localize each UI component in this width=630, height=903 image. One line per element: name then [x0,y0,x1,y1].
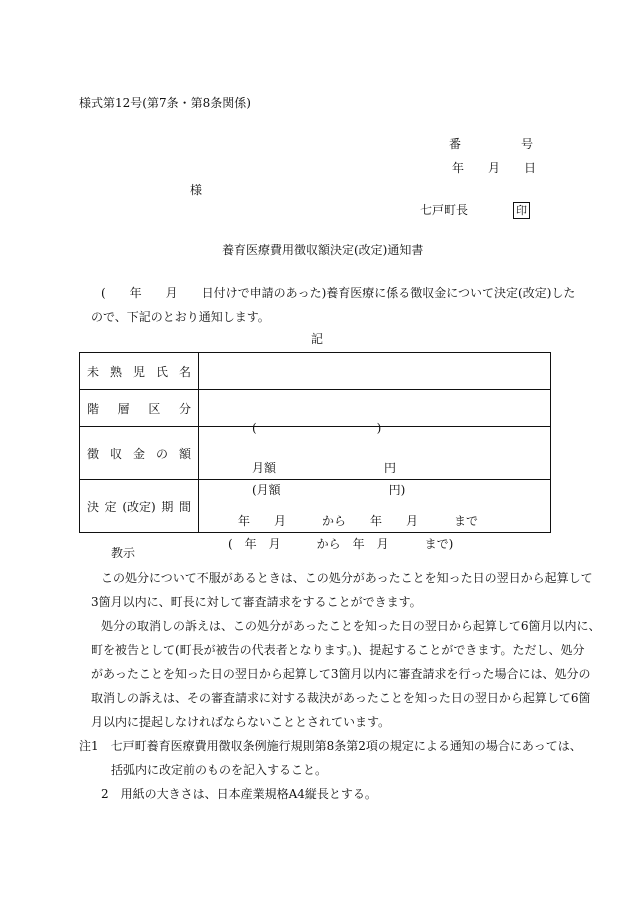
amount-line-2: (月額 円) [252,483,406,497]
period-label-char: 定 [104,499,117,514]
class-label-char: 区 [148,401,161,416]
row-label-amount [87,445,191,462]
amount-label-char: 徴 [87,446,100,461]
class-label-char: 分 [178,401,191,416]
issuer-name: 七戸町長 [420,203,469,217]
notice-p1-line-2: 3箇月以内に、町長に対して審査請求をすることができます。 [91,595,422,609]
table-row [80,390,551,427]
label-cell [80,390,199,427]
document-number-label: 番 号 [449,137,534,151]
ki-label: 記 [311,332,324,346]
intro-line-1: ( 年 月 日付けで申請のあった)養育医療に係る徴収金について決定(改定)した [101,286,576,300]
child-name-label-char: 未 [87,364,100,379]
child-name-cell [199,353,551,390]
row-label-class [87,400,191,417]
period-label-char: (改定) [122,499,156,514]
note-1-line-1: 注1 七戸町養育医療費用徴収条例施行規則第8条第2項の規定による通知の場合にあっては、 [79,739,582,753]
intro-line-2: ので、下記のとおり通知します。 [91,310,270,324]
class-label-char: 層 [117,401,130,416]
class-value: ( ) [252,421,382,435]
notice-p2-line-4: 取消しの訴えは、その審査請求に対する裁決があったことを知った日の翌日から起算して6箇 [91,691,591,705]
notice-p2-line-5: 月以内に提起しなければならないこととされています。 [91,715,391,729]
form-number: 様式第12号(第7条・第8条関係) [79,96,251,110]
notice-p1-line-1: この処分について不服があるときは、この処分があったことを知った日の翌日から起算して [101,571,593,585]
child-name-label-char: 児 [132,364,145,379]
label-cell [80,427,199,480]
period-label-char: 期 [161,499,174,514]
amount-line-1: 月額 円 [252,461,397,475]
notice-p2-line-1: 処分の取消しの訴えは、この処分があったことを知った日の翌日から起算して6箇月以内に、 [101,619,601,633]
class-cell [199,390,551,435]
notice-p2-line-2: 町を被告として(町長が被告の代表者となります。)、提起することができます。ただし、処分 [91,643,585,657]
note-1-line-2: 括弧内に改定前のものを記入すること。 [111,763,328,777]
period-label-char: 間 [178,499,191,514]
note-2: 2 用紙の大きさは、日本産業規格A4縦長とする。 [101,787,377,801]
addressee-suffix: 様 [190,183,203,197]
amount-label-char: 金 [132,446,145,461]
notice-p2-line-3: があったことを知った日の翌日から起算して3箇月以内に審査請求を行った場合には、処分の [91,667,591,681]
period-line-1: 年 月 から 年 月 まで [238,514,479,528]
row-label-child-name [87,363,191,380]
amount-label-char: 額 [178,446,191,461]
amount-label-char: の [155,446,168,461]
document-title: 養育医療費用徴収額決定(改定)通知書 [222,243,424,257]
child-name-label-char: 名 [178,364,191,379]
notice-heading: 教示 [111,546,136,560]
child-name-label-char: 熟 [109,364,122,379]
class-label-char: 階 [87,401,100,416]
period-line-2: ( 年 月 から 年 月 まで) [228,537,454,551]
period-label-char: 決 [87,499,100,514]
date-label: 年 月 日 [452,161,537,175]
row-label-period [87,498,191,515]
label-cell [80,353,199,390]
child-name-label-char: 氏 [155,364,168,379]
label-cell [80,480,199,533]
amount-label-char: 収 [109,446,122,461]
table-row [80,353,551,390]
record-table [79,352,551,551]
seal-mark: 印 [513,202,530,219]
